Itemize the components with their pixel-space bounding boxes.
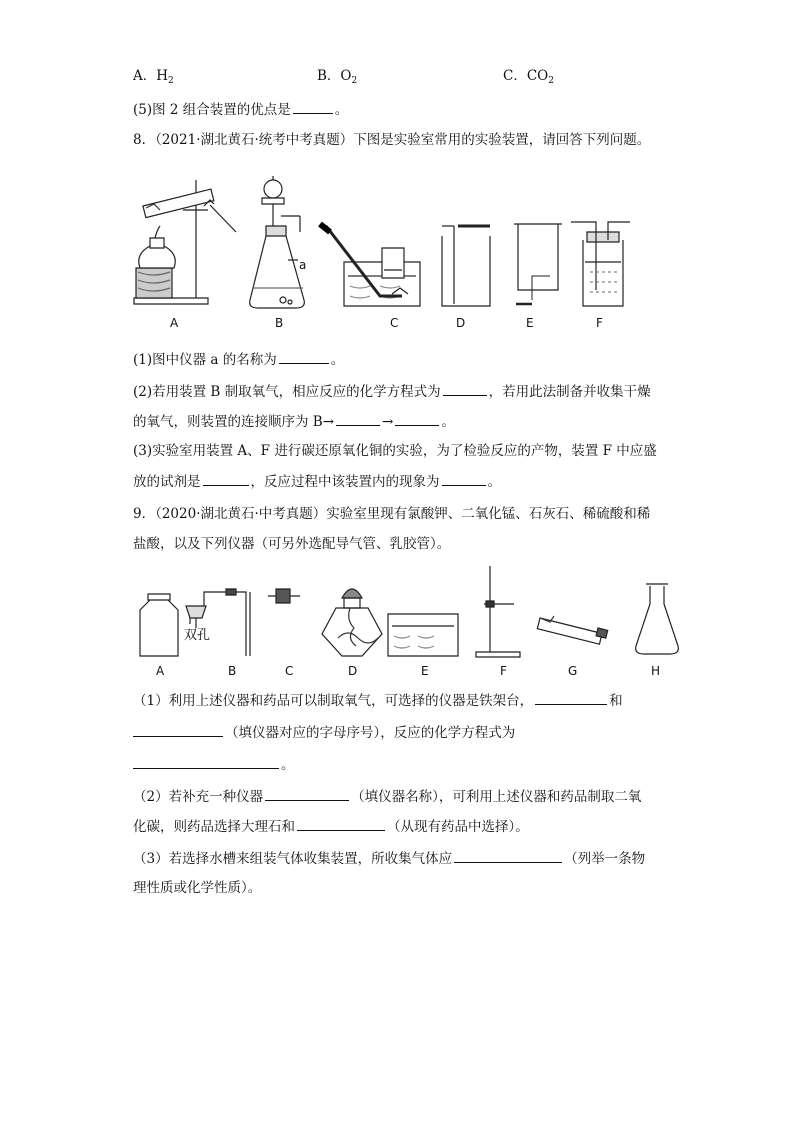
option-c: C．$CO_2$	[503, 68, 554, 86]
fig9-label: H	[651, 664, 661, 678]
answer-blank[interactable]	[297, 816, 385, 831]
q8-part2-line1: (2)若用装置 B 制取氧气，相应反应的化学方程式为 ，若用此法制备并收集干燥	[133, 381, 651, 402]
answer-blank[interactable]	[265, 786, 349, 801]
answer-blank[interactable]	[133, 754, 279, 769]
q8-part1: (1)图中仪器 a 的名称为 。	[133, 349, 344, 370]
fig8-label: A	[170, 316, 179, 330]
q9-part1-line3: 。	[133, 754, 295, 775]
q8-part2-line2: 的氧气，则装置的连接顺序为 B→ → 。	[133, 411, 455, 432]
instrument-g-test-tube	[537, 616, 607, 644]
label-a: a	[299, 258, 307, 272]
option-b: B．$O_2$	[317, 68, 358, 86]
q9-header-line1: 9．（2020·湖北黄石·中考真题）实验室里现有氯酸钾、二氧化锰、石灰石、稀硫酸和稀	[133, 506, 651, 522]
fig9-label: E	[421, 664, 429, 678]
q8-part3-line1: (3)实验室用装置 A、F 进行碳还原氧化铜的实验，为了检验反应的产物，装置 F 中应盛	[133, 443, 657, 459]
q9-part2-line1: （2）若补充一种仪器 （填仪器名称），可利用上述仪器和药品制取二氧	[133, 786, 641, 807]
q9-part1-line2: （填仪器对应的字母序号），反应的化学方程式为	[133, 722, 515, 743]
q9-part1-line1: （1）利用上述仪器和药品可以制取氧气，可选择的仪器是铁架台， 和	[133, 690, 623, 711]
instrument-a-bottle	[140, 594, 178, 656]
fig8-label: C	[390, 316, 399, 330]
instrument-f-iron-stand	[476, 566, 520, 657]
q9-header-line2: 盐酸，以及下列仪器（可另外选配导气管、乳胶管）。	[133, 536, 451, 552]
q7-part5: (5)图 2 组合装置的优点是 。	[133, 99, 348, 120]
q8-part3-line2: 放的试剂是 ，反应过程中该装置内的现象为 。	[133, 471, 501, 492]
fig9-label: A	[156, 664, 165, 678]
instrument-h-conical-flask	[636, 584, 679, 654]
label-double-hole: 双孔	[184, 628, 211, 643]
q8-header: 8．（2021·湖北黄石·统考中考真题）下图是实验室常用的实验装置，请回答下列问题。	[133, 132, 651, 148]
fig9-label: D	[348, 664, 358, 678]
option-a: A．$H_2$	[133, 68, 174, 86]
fig9-label: B	[228, 664, 237, 678]
answer-blank[interactable]	[454, 848, 562, 863]
answer-blank[interactable]	[133, 722, 223, 737]
fig8-label: B	[275, 316, 284, 330]
instrument-c-connector	[268, 589, 300, 603]
fig9-label: C	[285, 664, 294, 678]
q9-part3-line1: （3）若选择水槽来组装气体收集装置，所收集气体应 （列举一条物	[133, 848, 645, 869]
answer-blank[interactable]	[535, 690, 607, 705]
instrument-e-trough	[388, 614, 458, 656]
q9-part2-line2: 化碳，则药品选择大理石和 （从现有药品中选择）。	[133, 816, 529, 837]
fig8-label: F	[596, 316, 603, 330]
q9-part3-line2: 理性质或化学性质）。	[133, 880, 262, 896]
fig8-label: D	[456, 316, 466, 330]
instrument-b-stopper-tube	[186, 589, 250, 656]
fig9-label: G	[568, 664, 578, 678]
instrument-d-alcohol-lamp	[322, 589, 382, 656]
fig8-label: E	[526, 316, 534, 330]
fig9-label: F	[500, 664, 507, 678]
